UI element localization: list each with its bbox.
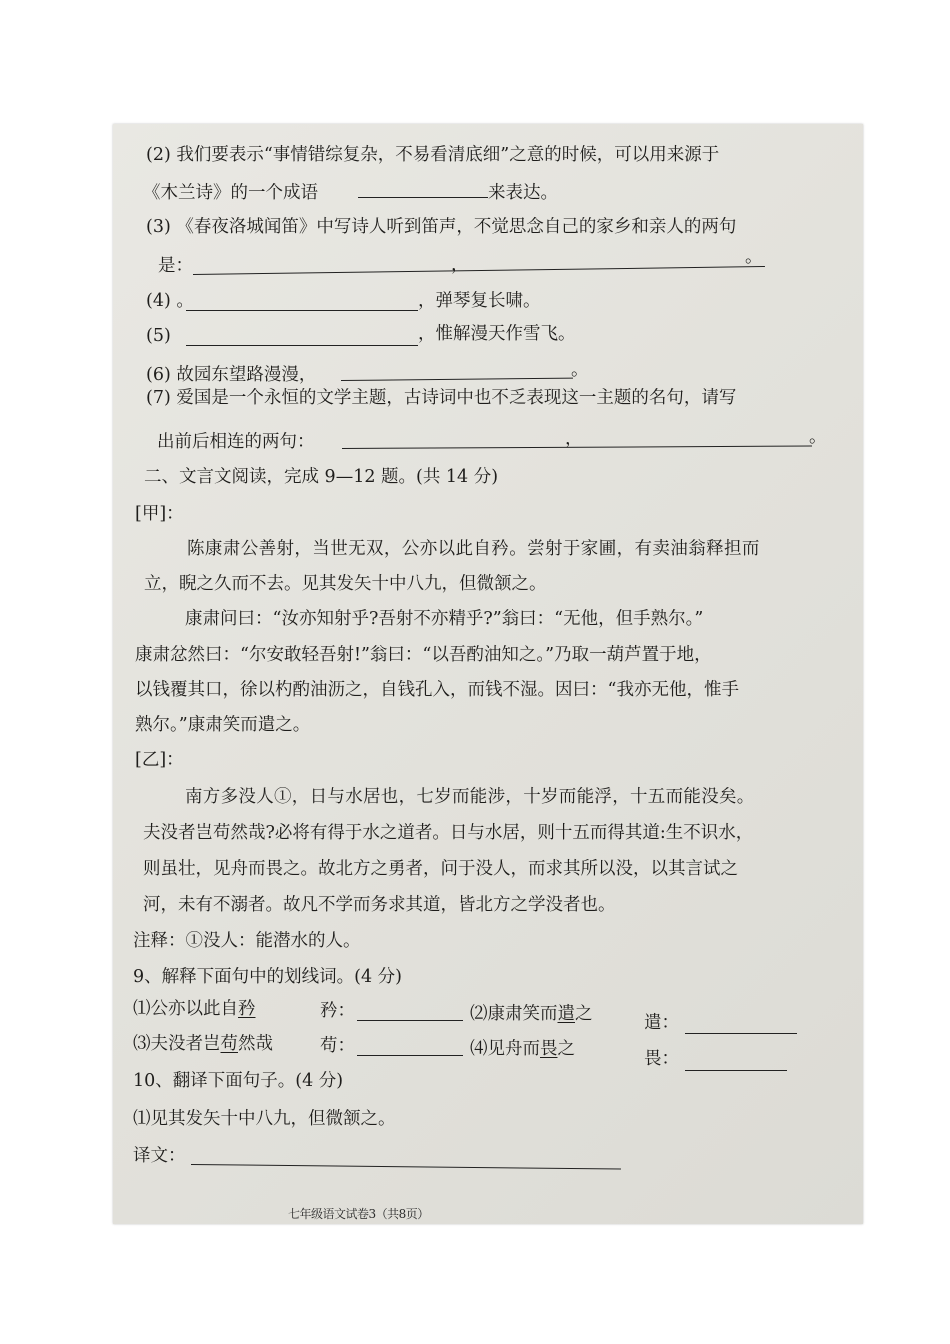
q9-item3-underlined: 苟	[220, 1034, 238, 1054]
jia-p1-line2: 立，睨之久而不去。见其发矢十中八九，但微颔之。	[144, 574, 547, 594]
q9-item1	[133, 998, 256, 1020]
yi-label: [乙]：	[135, 750, 184, 770]
q10-title: 10、翻译下面句子。(4 分)	[133, 1071, 344, 1091]
q7-line2-label: 出前后相连的两句：	[157, 432, 315, 452]
jia-p2-line2: 康肃忿然曰：“尔安敢轻吾射!”翁曰：“以吾酌油知之。”乃取一葫芦置于地，	[135, 645, 712, 665]
q4-label: (4) 。	[146, 291, 194, 311]
q9-item2-word: 遣：	[644, 1013, 679, 1033]
yi-line3: 则虽壮，见舟而畏之。故北方之勇者，问于没人，而求其所以没，以其言试之	[143, 859, 738, 879]
q2-text-end: 来表达。	[488, 183, 558, 203]
q9-item4	[470, 1038, 575, 1060]
q2-line1: (2) 我们要表示“事情错综复杂，不易看清底细”之意的时候，可以用来源于	[146, 145, 720, 165]
q10-sentence1: ⑴见其发矢十中八九，但微颔之。	[133, 1109, 396, 1129]
q7-comma: ，	[565, 429, 583, 449]
exam-paper	[113, 124, 863, 1224]
q9-title: 9、解释下面句中的划线词。(4 分)	[133, 967, 402, 987]
jia-p2-line4: 熟尔。”康肃笑而遣之。	[135, 715, 311, 735]
q10-answer-blank[interactable]	[191, 1164, 621, 1170]
q9-item4-text-end: 之	[557, 1039, 575, 1059]
yi-line1: 南方多没人①，日与水居也，七岁而能涉，十岁而能浮，十五而能没矣。	[185, 787, 755, 807]
jia-label: [甲]：	[135, 504, 184, 524]
section2-heading: 二、文言文阅读，完成 9—12 题。(共 14 分)	[144, 467, 499, 487]
q3-comma: ，	[451, 255, 469, 275]
q5-label: (5)	[146, 326, 171, 346]
q9-item1-underlined: 矜	[238, 999, 256, 1019]
q9-item3-text-end: 然哉	[238, 1034, 273, 1054]
q9-item2-text-end: 之	[575, 1004, 593, 1024]
q2-answer-blank[interactable]	[358, 181, 488, 198]
q9-item3-word: 苟：	[320, 1036, 355, 1056]
jia-p1-line1: 陈康肃公善射，当世无双，公亦以此自矜。尝射于家圃，有卖油翁释担而	[187, 539, 760, 559]
q5-text: ，惟解漫天作雪飞。	[418, 324, 576, 344]
page-footer: 七年级语文试卷3（共8页）	[288, 1207, 429, 1221]
q9-item2-underlined: 遣	[557, 1004, 575, 1024]
q9-item2-text: ⑵康肃笑而	[470, 1004, 558, 1024]
q6-text: (6) 故园东望路漫漫，	[146, 365, 317, 385]
jia-p2-line1: 康肃问曰：“汝亦知射乎?吾射不亦精乎?”翁曰：“无他，但手熟尔。”	[185, 609, 704, 629]
q7-line1: (7) 爱国是一个永恒的文学主题，古诗词中也不乏表现这一主题的名句，请写	[146, 388, 737, 408]
q9-item2-blank[interactable]	[685, 1033, 797, 1034]
q9-item4-underlined: 畏	[540, 1039, 558, 1059]
q6-period: 。	[571, 360, 589, 380]
q9-item1-word: 矜：	[320, 1001, 355, 1021]
q9-item3-text: ⑶夫没者岂	[133, 1034, 221, 1054]
q9-item4-blank[interactable]	[685, 1070, 787, 1071]
q3-line1: (3) 《春夜洛城闻笛》中写诗人听到笛声，不觉思念自己的家乡和亲人的两句	[146, 217, 737, 237]
q9-item3	[133, 1033, 273, 1055]
q3-period: 。	[745, 247, 763, 267]
q4-text: ，弹琴复长啸。	[418, 291, 541, 311]
annotation-note: 注释：①没人：能潜水的人。	[133, 931, 361, 951]
q6-answer-blank[interactable]	[341, 378, 573, 381]
q9-item1-text: ⑴公亦以此自	[133, 999, 238, 1019]
q2-text: 《木兰诗》的一个成语	[143, 183, 318, 203]
q9-item4-word: 畏：	[644, 1049, 679, 1069]
q9-item4-text: ⑷见舟而	[470, 1039, 540, 1059]
q4-answer-blank[interactable]	[186, 310, 418, 311]
q10-answer-label: 译文：	[133, 1146, 186, 1166]
q9-item2	[470, 1003, 593, 1025]
yi-line2: 夫没者岂苟然哉?必将有得于水之道者。日与水居，则十五而得其道:生不识水，	[143, 823, 754, 843]
q2-line2	[143, 181, 558, 204]
q9-item1-blank[interactable]	[357, 1020, 463, 1021]
q3-line2-label: 是：	[158, 256, 193, 276]
q3-answer-blank[interactable]	[193, 266, 765, 275]
q7-period: 。	[809, 427, 827, 447]
q5-answer-blank[interactable]	[186, 345, 418, 346]
q9-item3-blank[interactable]	[357, 1055, 463, 1056]
yi-line4: 河，未有不溺者。故凡不学而务求其道，皆北方之学没者也。	[143, 895, 616, 915]
jia-p2-line3: 以钱覆其口，徐以杓酌油沥之，自钱孔入，而钱不湿。因曰：“我亦无他，惟手	[135, 680, 739, 700]
